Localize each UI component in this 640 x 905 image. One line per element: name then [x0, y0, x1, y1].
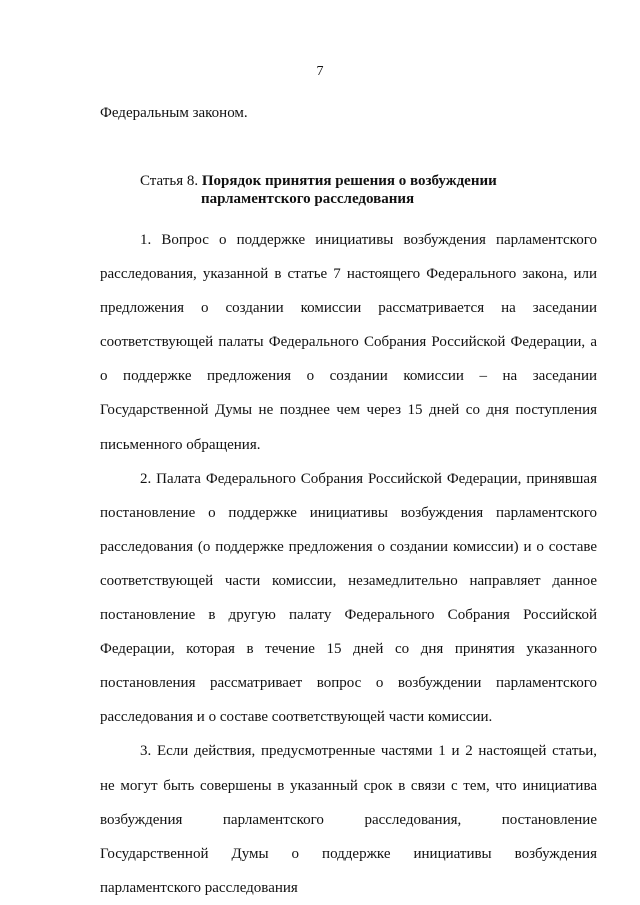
paragraph-2: 2. Палата Федерального Собрания Российской Федерации, принявшая постановление о поддержке инициативы возбуждения парламентского расследования (о поддержке предложения о создании комиссии) и о составе соответствующей части комиссии, незамедлительно направляет данное постановление в другую палату Федерального Собрания Российской Федерации, которая в течение 15 дней со дня принятия указанного постановления рассматривает вопрос о возбуждении парламентского расследования и о составе соответствующей части комиссии. — [100, 470, 597, 726]
article-title-line-1: Порядок принятия решения о возбуждении — [201, 173, 497, 189]
article-body — [100, 223, 597, 905]
article-title-line-2: парламентского расследования — [201, 191, 415, 207]
article-heading — [140, 172, 540, 208]
page-number: 7 — [316, 64, 324, 79]
article-label: Статья 8. — [140, 173, 199, 189]
paragraph-1: 1. Вопрос о поддержке инициативы возбуждения парламентского расследования, указанной в статье 7 настоящего Федерального закона, или предложения о создании комиссии рассматривается на заседании соответствующей палаты Федерального Собрания Российской Федерации, а о поддержке предложения о создании комиссии – на заседании Государственной Думы не позднее чем через 15 дней со дня поступления письменного обращения. — [100, 232, 597, 453]
intro-line: Федеральным законом. — [100, 105, 248, 121]
paragraph-3: 3. Если действия, предусмотренные частями 1 и 2 настоящей статьи, не могут быть совершены в указанный срок в связи с тем, что инициатива возбуждения парламентского расследования, постановление Государственной Думы о поддержке инициативы возбуждения парламентского расследования — [100, 743, 597, 896]
